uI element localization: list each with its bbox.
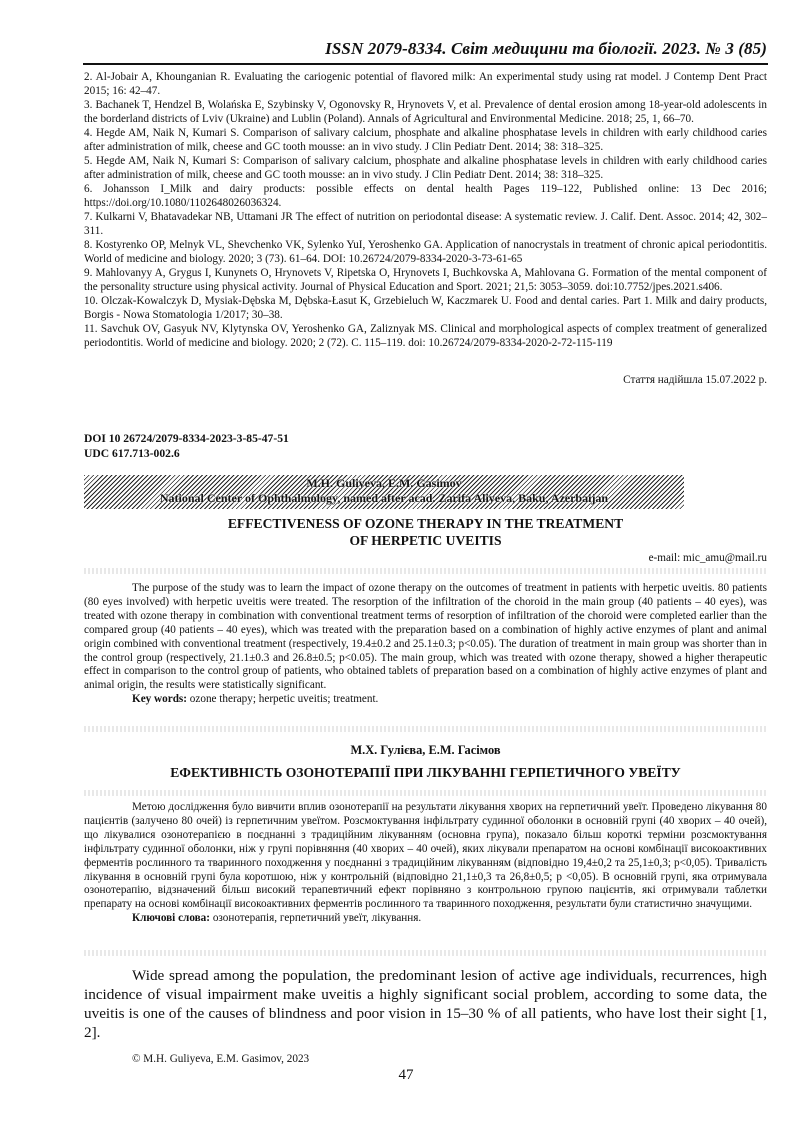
page-number: 47: [398, 1067, 414, 1083]
authors-ua: М.Х. Гулієва, Е.М. Гасімов: [350, 743, 501, 757]
body-text: [84, 966, 767, 1042]
title-en-line1: EFFECTIVENESS OF OZONE THERAPY IN THE TREATMENT: [227, 516, 624, 531]
reference-item: 6. Johansson I_Milk and dairy products: possible effects on dental health Pages 119–122, Published online: 13 Dec 2016; https://doi.org/10.1080/1102648026036324.: [84, 183, 767, 209]
received-date: Стаття надійшла 15.07.2022 р.: [623, 374, 767, 386]
reference-item: 4. Hegde AM, Naik N, Kumari S. Comparison of salivary calcium, phosphate and alkaline phosphatase levels in children with early childhood caries after administration of milk, cheese and GC tooth mousse: an in vivo study. J Clin Pediatr Dent. 2014; 38: 318–325.: [84, 127, 767, 153]
keywords-ua-label: Ключові слова:: [132, 912, 211, 925]
authors-en: M.H. Guliyeva, E.M. Gasimov: [306, 476, 462, 490]
keywords-en-values: ozone therapy; herpetic uveitis; treatment.: [187, 693, 379, 706]
abstract-en: [84, 582, 767, 707]
keywords-en: [84, 693, 767, 707]
doi-label: DOI 10 26724/2079-8334-2023-3-85-47-51: [84, 432, 289, 445]
copyright-notice: © M.H. Guliyeva, E.M. Gasimov, 2023: [132, 1053, 310, 1065]
keywords-ua-values: озонотерапія, герпетичний увеїт, лікування.: [210, 912, 422, 925]
keywords-ua: [84, 912, 767, 926]
reference-item: 9. Mahlovanyy A, Grygus I, Kunynets O, Hrynovets V, Ripetska O, Hrynovets I, Buchkovska A, Mahlovana G. Formation of the mental component of the personality structure using physical activity. Journal of Physical Education and Sport. 2021; 21,5: 3053–3059. doi:10.7752/jpes.2021.s406.: [84, 267, 767, 293]
reference-item: 5. Hegde AM, Naik N, Kumari S: Comparison of salivary calcium, phosphate and alkaline phosphatase levels in children with early childhood caries after administration of milk, cheese and GC tooth mousse: an in vivo study. J Clin Pediatr Dent. 2014; 38: 318–325.: [84, 155, 767, 181]
abstract-ua-text: Метою дослідження було вивчити вплив озонотерапії на результати лікування хворих на герпетичний увеїт. Проведено лікування 80 пацієнтів (залучено 80 очей) із герпетичним увеїтом. Розсмоктування інфільтрату судинної оболонки в основній групі (40 хворих – 40 очей), що лікувалися озонотерапією в поєднанні з традиційним лікуванням (основна група), показало більш короткі терміни розсмоктування інфільтрату судинної оболонки, ніж у групі порівняння (40 хворих – 40 очей), яких лікували препаратом на основі комбінації високоактивних ферментів рослинного та тваринного походження у поєднанні з традиційним лікуванням (відповідно 19,4±0,2 та 25,1±0,3; p<0,05). Тривалість лікування в основній групі була коротшою, ніж у контрольній (відповідно 21,1±0,3 та 26,8±0,5; p <0,05). В основній групі, яка отримувала озонотерапію, відзначений більш високий терапевтичний ефект порівняно з контрольною групою пацієнтів, які отримували таблетки препарату на основі комбінації високоактивних ферментів рослинного та тваринного походження, результати були статистично значущими.: [84, 801, 767, 911]
reference-list: [84, 70, 767, 350]
affiliation-en: National Center of Ophthalmology, named after acad. Zarifa Aliyeva, Baku, Azerbaijan: [159, 491, 609, 505]
contact-email: e-mail: mic_amu@mail.ru: [648, 552, 767, 564]
reference-item: 10. Olczak-Kowalczyk D, Mysiak-Dębska M, Dębska-Łasut K, Grzebieluch W, Kaczmarek U. Food and dental caries. Part 1. Milk and dairy products, Borgis - Nowa Stomatologia 1/2017; 30–38.: [84, 295, 767, 321]
header-rule: [83, 63, 768, 65]
reference-item: 2. Al-Jobair A, Khounganian R. Evaluating the cariogenic potential of flavored milk: An experimental study using rat model. J Contemp Dent Pract 2015; 16: 42–47.: [84, 71, 767, 97]
reference-item: 3. Bachanek T, Hendzel B, Wolańska E, Szybinsky V, Ogonovsky R, Hrynovets V, et al. Prevalence of dental erosion among 18-year-old adolescents in the borderland districts of Lviv (Ukraine) and Lublin (Poland). Annals of Agricultural and Environmental Medicine. 2018; 25, 1, 66–70.: [84, 99, 767, 125]
divider-ornament: [84, 950, 767, 956]
article-title-en: [84, 515, 767, 549]
doi-udc-block: [84, 431, 289, 461]
udc-label: UDC 617.713-002.6: [84, 447, 180, 460]
divider-ornament: [84, 568, 767, 574]
keywords-en-label: Key words:: [132, 693, 187, 706]
abstract-ua: [84, 801, 767, 926]
reference-item: 11. Savchuk OV, Gasyuk NV, Klytynska OV, Yeroshenko GA, Zaliznyak MS. Clinical and morphological aspects of complex treatment of generalized periodontitis. World of medicine and biology. 2020; 2 (72). C. 115–119. doi: 10.26724/2079-8334-2020-2-72-115-119: [84, 323, 767, 349]
article-title-ua: ЕФЕКТИВНІСТЬ ОЗОНОТЕРАПІЇ ПРИ ЛІКУВАННІ ГЕРПЕТИЧНОГО УВЕЇТУ: [170, 765, 681, 780]
abstract-en-text: The purpose of the study was to learn the impact of ozone therapy on the outcomes of treatment in patients with herpetic uveitis. 80 patients (80 eyes involved) with herpetic uveitis were treated. The resorption of the infiltration of the choroid in the main group (40 patients – 40 eyes), was treated with ozone therapy in combination with conventional treatment terms of resorption of infiltration of the choroid were completed earlier than the compared group (40 patients – 40 eyes), which was treated with the preparation based on a combination of highly active enzymes of plant and animal origin combined with conventional treatment (respectively, 19.4±0.2 and 25.1±0.3; p<0.05). The duration of treatment in main group was shorter than in the control group (respectively, 21.1±0.3 and 26.8±0.5; p<0.05). The main group, which was treated with ozone therapy, showed a higher therapeutic effect in comparison to the control group of patients, who obtained tablets of preparation based on a combination of highly active enzymes of plant and animal origin, the results were statistically significant.: [84, 582, 767, 692]
reference-item: 7. Kulkarni V, Bhatavadekar NB, Uttamani JR The effect of nutrition on periodontal disease: A systematic review. J. Calif. Dent. Assoc. 2014; 42, 302–311.: [84, 211, 767, 237]
body-paragraph: Wide spread among the population, the predominant lesion of active age individuals, recurrences, high incidence of visual impairment make uveitis a highly significant social problem, according to some data, the uveitis is one of the causes of blindness and poor vision in 15–30 % of all patients, who have lost their sight [1, 2].: [84, 967, 767, 1041]
running-head: ISSN 2079-8334. Світ медицини та біології. 2023. № 3 (85): [325, 39, 767, 58]
divider-ornament: [84, 790, 767, 796]
divider-ornament: [84, 726, 767, 732]
reference-item: 8. Kostyrenko OP, Melnyk VL, Shevchenko VK, Sylenko YuI, Yeroshenko GA. Application of nanocrystals in treatment of chronic apical periodontitis. World of medicine and biology. 2020; 3 (73). 61–64. DOI: 10.26724/2079-8334-2020-3-73-61-65: [84, 239, 767, 265]
title-en-line2: OF HERPETIC UVEITIS: [349, 533, 502, 548]
